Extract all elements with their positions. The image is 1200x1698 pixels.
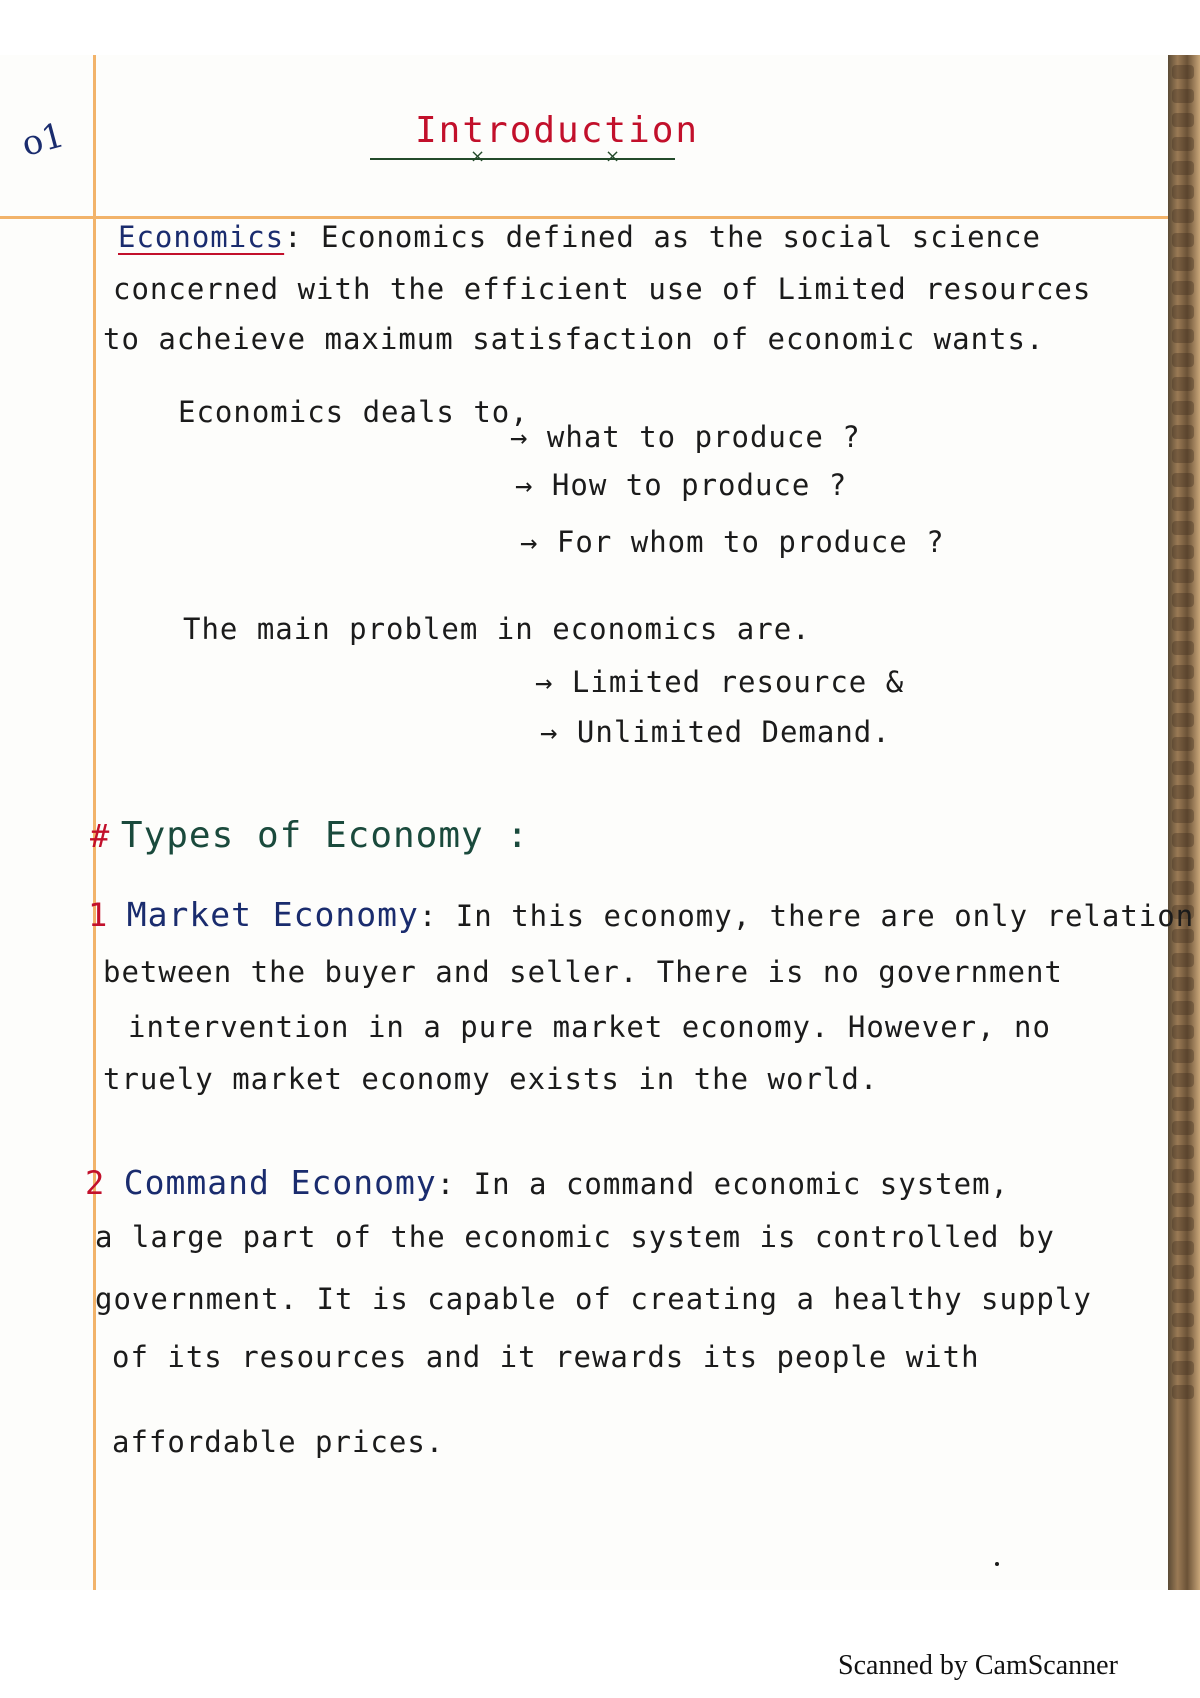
economics-definition-line xyxy=(118,220,1041,254)
title-underline xyxy=(370,158,675,160)
notebook-binding xyxy=(1168,55,1200,1590)
scanner-watermark: Scanned by CamScanner xyxy=(838,1650,1118,1681)
market-economy-text: : In this economy, there are only relation xyxy=(418,899,1195,933)
definition-text: : Economics defined as the social science xyxy=(284,220,1041,254)
margin-line-horizontal xyxy=(0,216,1168,219)
types-heading-text: Types of Economy : xyxy=(120,815,530,856)
deals-item: → what to produce ? xyxy=(510,420,861,454)
title-underline-cross-mark: × xyxy=(470,146,486,167)
problem-item: → Unlimited Demand. xyxy=(540,715,891,749)
deals-intro: Economics deals to, xyxy=(178,395,529,429)
economics-definition-line: to acheieve maximum satisfaction of economic wants. xyxy=(103,322,1045,356)
market-economy-first-line xyxy=(88,895,1194,934)
circled-number-2-icon: 2 xyxy=(85,1164,106,1202)
page-number-mark: o1 xyxy=(17,115,69,165)
command-economy-line: of its resources and it rewards its people with xyxy=(112,1340,980,1374)
circled-number-1-icon: 1 xyxy=(88,896,109,934)
deals-item: → How to produce ? xyxy=(515,468,848,502)
problem-intro: The main problem in economics are. xyxy=(183,612,811,646)
problem-item: → Limited resource & xyxy=(535,665,905,699)
economics-definition-line: concerned with the efficient use of Limited resources xyxy=(113,272,1092,306)
economics-term: Economics xyxy=(118,220,285,254)
ink-dot xyxy=(995,1562,999,1566)
market-economy-line: intervention in a pure market economy. However, no xyxy=(128,1010,1051,1044)
market-economy-line: truely market economy exists in the world. xyxy=(103,1062,879,1096)
command-economy-label: Command Economy xyxy=(123,1163,437,1202)
command-economy-text: : In a command economic system, xyxy=(436,1167,1009,1201)
command-economy-line: government. It is capable of creating a healthy supply xyxy=(95,1282,1092,1316)
market-economy-line: between the buyer and seller. There is no government xyxy=(103,955,1063,989)
hash-bullet-icon: # xyxy=(90,817,111,855)
title-underline-cross-mark: × xyxy=(605,146,621,167)
page-title: Introduction xyxy=(415,110,700,151)
deals-item: → For whom to produce ? xyxy=(520,525,945,559)
command-economy-line: a large part of the economic system is controlled by xyxy=(95,1220,1055,1254)
types-heading xyxy=(90,815,529,856)
market-economy-label: Market Economy xyxy=(126,895,419,934)
command-economy-first-line xyxy=(85,1163,1009,1202)
command-economy-line: affordable prices. xyxy=(112,1425,445,1459)
